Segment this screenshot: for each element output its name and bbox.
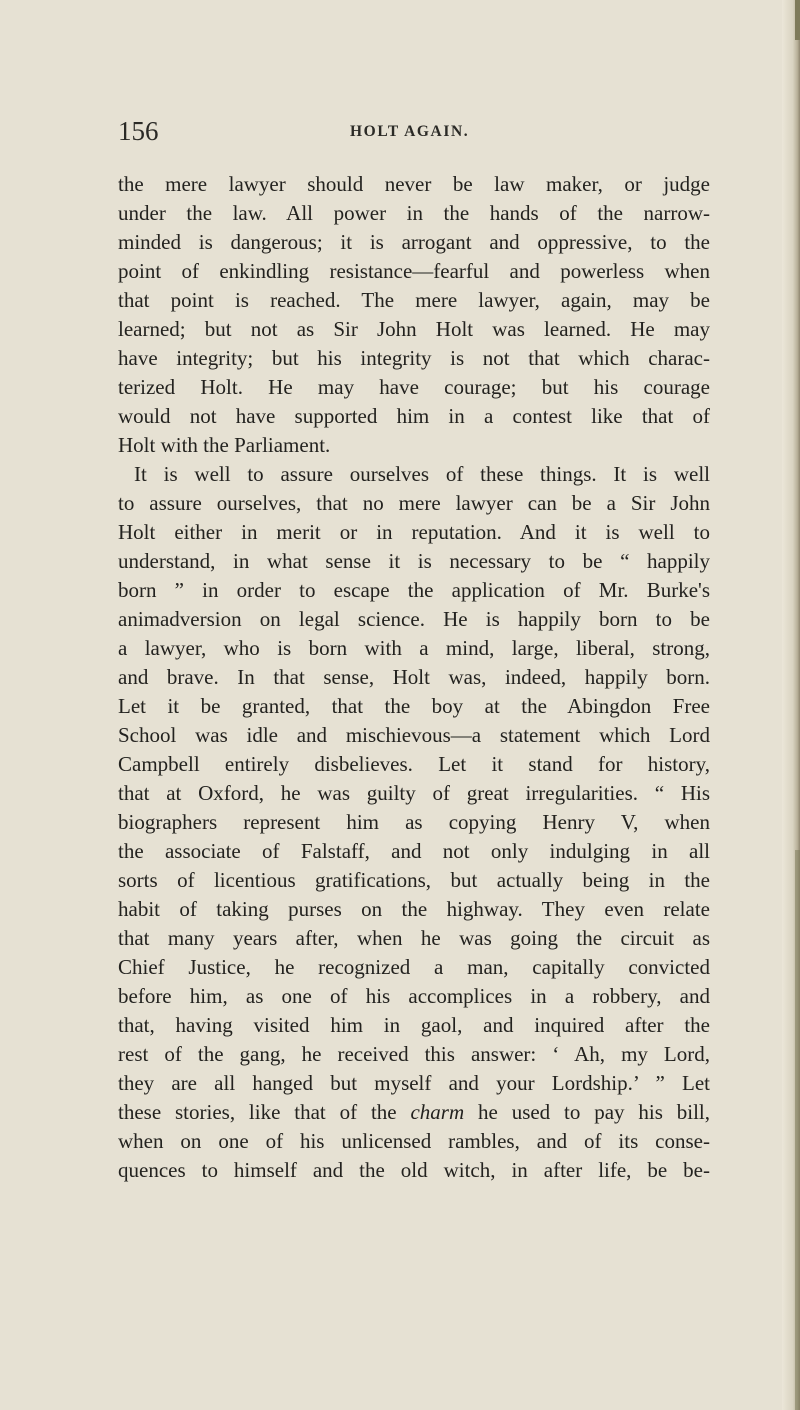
text-segment: these stories, like that of the bbox=[118, 1100, 397, 1124]
page-header bbox=[118, 116, 710, 146]
text-line: when on one of his unlicensed rambles, and of its conse- bbox=[118, 1129, 710, 1153]
text-line: point of enkindling resistance—fearful and powerless when bbox=[118, 259, 710, 283]
text-line: would not have supported him in a contest like that of bbox=[118, 404, 710, 428]
text-line: the associate of Falstaff, and not only indulging in all bbox=[118, 839, 710, 863]
text-line: under the law. All power in the hands of the narrow- bbox=[118, 201, 710, 225]
text-segment: he used to pay his bill, bbox=[478, 1100, 711, 1124]
page-edge bbox=[782, 0, 800, 1410]
text-line: School was idle and mischievous—a statement which Lord bbox=[118, 723, 710, 747]
page-number: 156 bbox=[118, 116, 159, 146]
text-line: that many years after, when he was going the circuit as bbox=[118, 926, 710, 950]
text-line: biographers represent him as copying Henry V, when bbox=[118, 810, 710, 834]
text-line: quences to himself and the old witch, in after life, be be- bbox=[118, 1158, 710, 1182]
text-line: that at Oxford, he was guilty of great irregularities. “ His bbox=[118, 781, 710, 805]
text-line: before him, as one of his accomplices in a robbery, and bbox=[118, 984, 710, 1008]
text-line: Chief Justice, he recognized a man, capitally convicted bbox=[118, 955, 710, 979]
text-line: minded is dangerous; it is arrogant and oppressive, to the bbox=[118, 230, 710, 254]
text-line: Campbell entirely disbelieves. Let it stand for history, bbox=[118, 752, 710, 776]
text-line: sorts of licentious gratifications, but actually being in the bbox=[118, 868, 710, 892]
running-head: HOLT AGAIN. bbox=[350, 123, 470, 140]
text-line: It is well to assure ourselves of these things. It is well bbox=[134, 462, 710, 486]
text-line: that, having visited him in gaol, and inquired after the bbox=[118, 1013, 710, 1037]
text-line: terized Holt. He may have courage; but his courage bbox=[118, 375, 710, 399]
text-line: Let it be granted, that the boy at the Abingdon Free bbox=[118, 694, 710, 718]
text-line: Holt with the Parliament. bbox=[118, 433, 331, 457]
text-line: learned; but not as Sir John Holt was learned. He may bbox=[118, 317, 710, 341]
text-line: the mere lawyer should never be law maker, or judge bbox=[118, 172, 710, 196]
text-line: rest of the gang, he received this answer: ‘ Ah, my Lord, bbox=[118, 1042, 710, 1066]
text-line: to assure ourselves, that no mere lawyer can be a Sir John bbox=[118, 491, 710, 515]
text-line: animadversion on legal science. He is happily born to be bbox=[118, 607, 710, 631]
text-line: habit of taking purses on the highway. They even relate bbox=[118, 897, 710, 921]
text-line: that point is reached. The mere lawyer, again, may be bbox=[118, 288, 710, 312]
edge-mark bbox=[795, 0, 800, 40]
text-line: born ” in order to escape the application of Mr. Burke's bbox=[118, 578, 710, 602]
text-line: Holt either in merit or in reputation. And it is well to bbox=[118, 520, 710, 544]
text-line: they are all hanged but myself and your Lordship.’ ” Let bbox=[118, 1071, 710, 1095]
text-line: a lawyer, who is born with a mind, large, liberal, strong, bbox=[118, 636, 710, 660]
body-text bbox=[118, 170, 710, 1185]
text-line: and brave. In that sense, Holt was, indeed, happily born. bbox=[118, 665, 710, 689]
text-line: understand, in what sense it is necessary to be “ happily bbox=[118, 549, 710, 573]
italic-word: charm bbox=[410, 1100, 465, 1124]
edge-mark bbox=[795, 850, 800, 1410]
text-line: have integrity; but his integrity is not that which charac- bbox=[118, 346, 710, 370]
text-line-with-italic bbox=[118, 1098, 710, 1127]
